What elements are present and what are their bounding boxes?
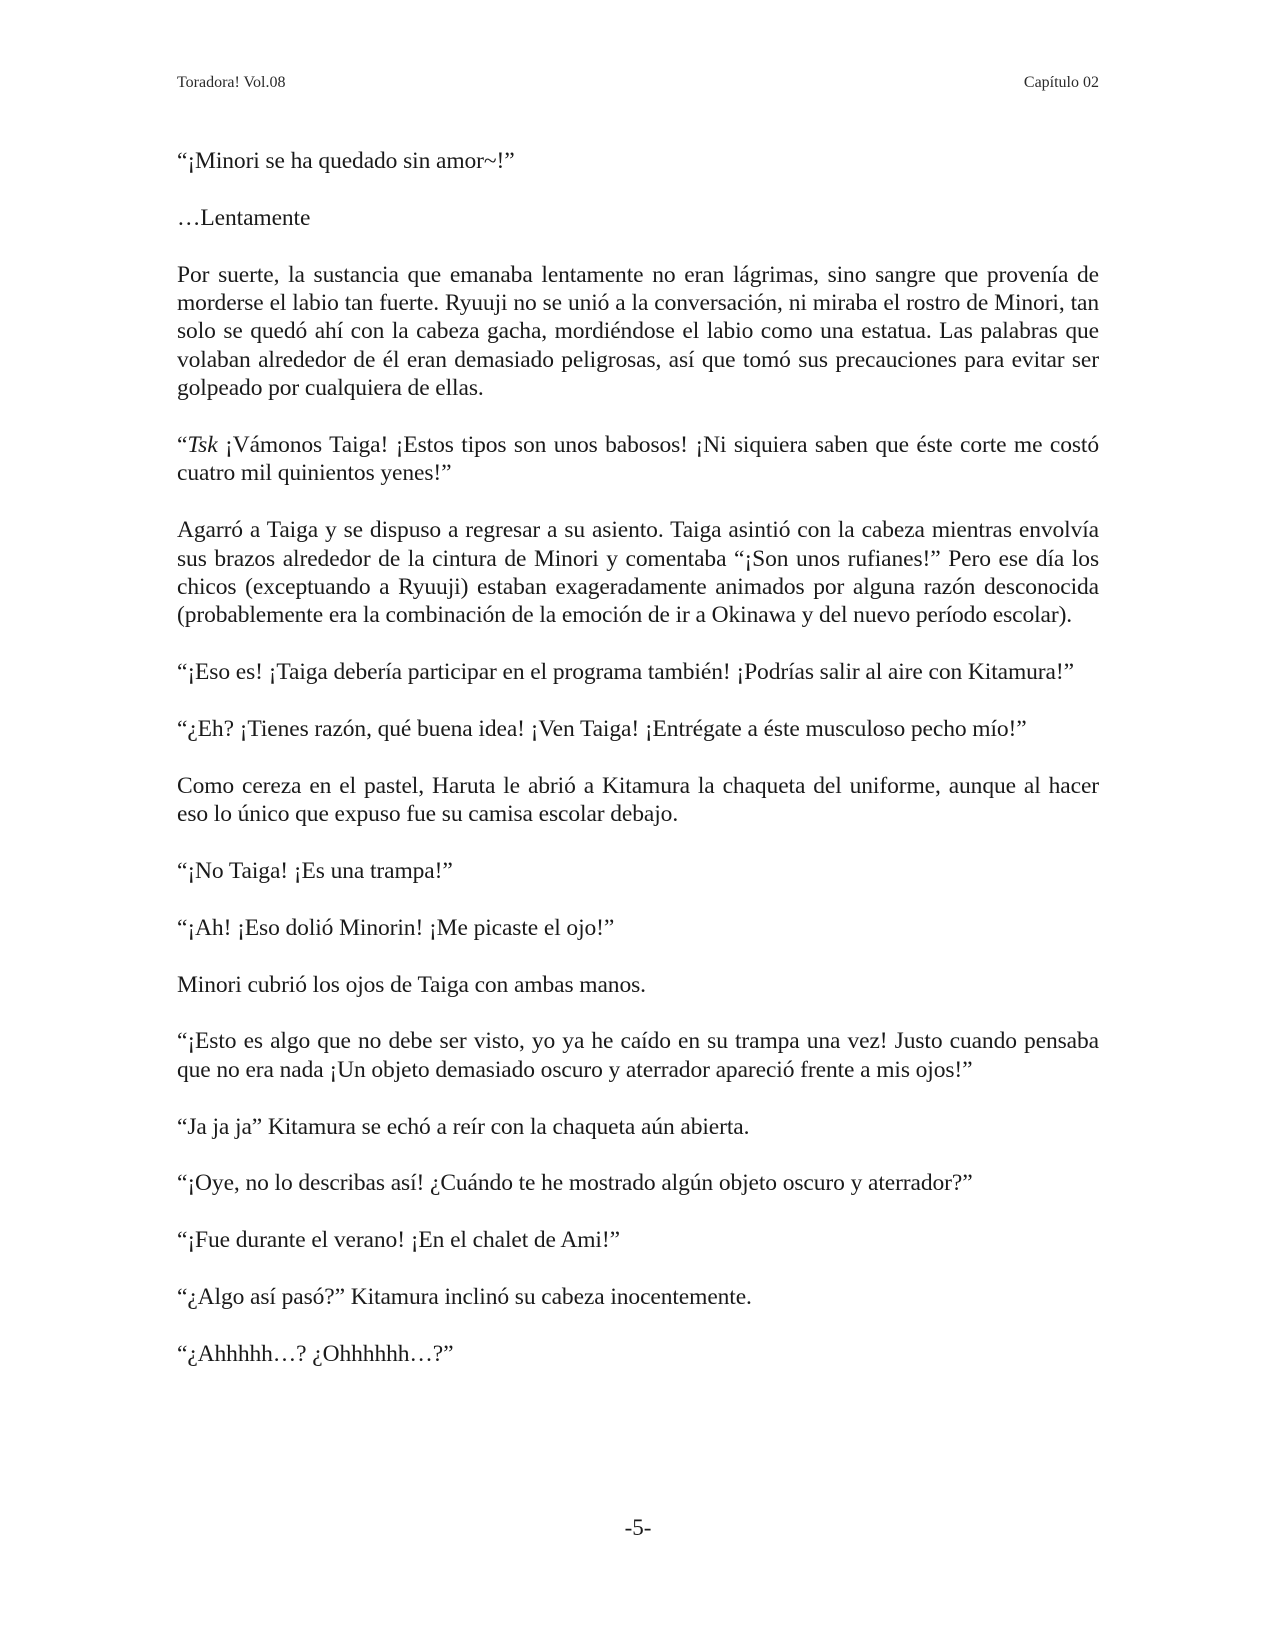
paragraph: “¡Minori se ha quedado sin amor~!” — [177, 148, 515, 174]
body-text — [177, 147, 1099, 1397]
running-header — [177, 73, 1099, 93]
paragraph: “¡Ah! ¡Eso dolió Minorin! ¡Me picaste el ojo!” — [177, 914, 615, 941]
paragraph: “¿Algo así pasó?” Kitamura inclinó su cabeza inocentemente. — [177, 1284, 752, 1311]
paragraph: Por suerte, la sustancia que emanaba lentamente no eran lágrimas, sino sangre que provenía de morderse el labio tan fuerte. Ryuuji no se unió a la conversación, ni miraba el rostro de Minori, tan solo se quedó ahí con la cabeza gacha, mordiéndose el labio como una estatua. Las palabras que volaban alrededor de él eran demasiado peligrosas, así que tomó sus precauciones para evitar ser golpeado por cualquiera de ellas. — [177, 261, 1099, 402]
paragraph: “¡Oye, no lo describas así! ¿Cuándo te he mostrado algún objeto oscuro y aterrador?” — [177, 1170, 973, 1197]
paragraph: “¡Fue durante el verano! ¡En el chalet de Ami!” — [177, 1227, 620, 1254]
paragraph: “Ja ja ja” Kitamura se echó a reír con la chaqueta aún abierta. — [177, 1113, 750, 1140]
paragraph: Como cereza en el pastel, Haruta le abrió a Kitamura la chaqueta del uniforme, aunque al hacer eso lo único que expuso fue su camisa escolar debajo. — [177, 772, 1099, 828]
quote-open: “ — [177, 432, 188, 459]
header-chapter: Capítulo 02 — [1023, 74, 1099, 91]
paragraph: “¿Eh? ¡Tienes razón, qué buena idea! ¡Ven Taiga! ¡Entrégate a éste musculoso pecho mío!” — [177, 716, 1027, 743]
paragraph: “¿Ahhhhh…? ¿Ohhhhhh…?” — [177, 1340, 454, 1367]
header-book-title: Toradora! Vol.08 — [177, 74, 286, 91]
page-number: -5- — [624, 1515, 652, 1540]
paragraph: Minori cubrió los ojos de Taiga con ambas manos. — [177, 971, 646, 998]
paragraph: “¡Eso es! ¡Taiga debería participar en el programa también! ¡Podrías salir al aire con Kitamura!” — [177, 659, 1074, 686]
paragraph-text: ¡Vámonos Taiga! ¡Estos tipos son unos babosos! ¡Ni siquiera saben que éste corte me costó cuatro mil quinientos yenes!” — [177, 432, 1099, 487]
paragraph: Agarró a Taiga y se dispuso a regresar a su asiento. Taiga asintió con la cabeza mientras envolvía sus brazos alrededor de la cintura de Minori y comentaba “¡Son unos rufianes!” Pero ese día los chicos (exceptuando a Ryuuji) estaban exageradamente animados por alguna razón desconocida (probablemente era la combinación de la emoción de ir a Okinawa y del nuevo período escolar). — [177, 517, 1099, 629]
paragraph: “¡No Taiga! ¡Es una trampa!” — [177, 858, 453, 885]
italic-interjection: Tsk — [187, 432, 218, 459]
paragraph — [177, 431, 1099, 488]
paragraph: …Lentamente — [177, 204, 311, 231]
paragraph: “¡Esto es algo que no debe ser visto, yo ya he caído en su trampa una vez! Justo cuando pensaba que no era nada ¡Un objeto demasiado oscuro y aterrador apareció frente a mis ojos!” — [177, 1028, 1099, 1083]
